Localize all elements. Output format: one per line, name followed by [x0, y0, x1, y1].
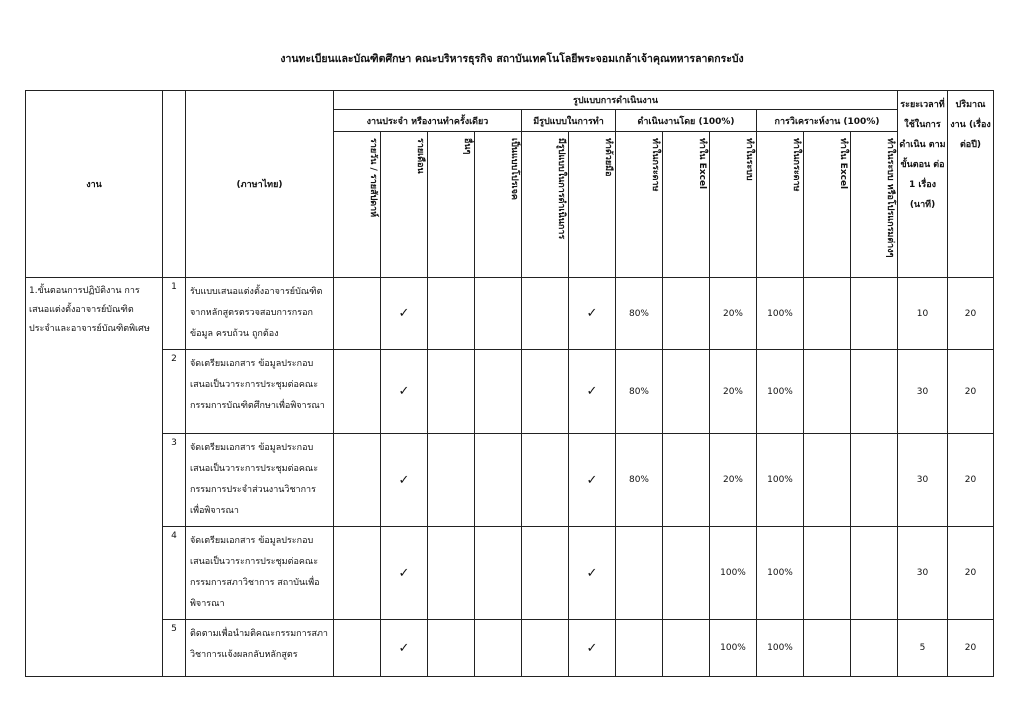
cell-volume: 20 — [948, 350, 994, 434]
cell-op-system: 100% — [710, 527, 757, 620]
cell-has-pattern — [522, 350, 569, 434]
cell-monthly-check: ✓ — [381, 350, 428, 434]
cell-volume: 20 — [948, 527, 994, 620]
cell-other — [428, 527, 475, 620]
table-row — [26, 278, 994, 350]
header-sub-project: เป็นแบบโปรเจค — [475, 132, 522, 278]
cell-monthly-check: ✓ — [381, 620, 428, 677]
row-number: 4 — [163, 527, 186, 620]
cell-op-paper: 80% — [616, 278, 663, 350]
header-sub-op-excel: ทำใน Excel — [663, 132, 710, 278]
cell-op-system: 20% — [710, 278, 757, 350]
row-number: 1 — [163, 278, 186, 350]
cell-project — [475, 278, 522, 350]
cell-an-system — [851, 434, 898, 527]
cell-other — [428, 620, 475, 677]
cell-an-excel — [804, 434, 851, 527]
header-sub-an-paper: ทำในกระดาษ — [757, 132, 804, 278]
header-group-routine: งานประจำ หรืองานทำครั้งเดียว — [334, 110, 522, 132]
workflow-table — [25, 90, 994, 677]
header-number-blank — [163, 91, 186, 278]
cell-volume: 20 — [948, 434, 994, 527]
header-sub-other: อื่นๆ — [428, 132, 475, 278]
header-group-pattern: มีรูปแบบในการทำ — [522, 110, 616, 132]
cell-an-paper: 100% — [757, 350, 804, 434]
cell-has-pattern — [522, 278, 569, 350]
header-sub-op-system: ทำในระบบ — [710, 132, 757, 278]
cell-duration: 30 — [898, 434, 948, 527]
row-description: ติดตามเพื่อนำมติคณะกรรมการสภาวิชาการแจ้งผลกลับหลักสูตร — [186, 620, 334, 677]
cell-manual-check: ✓ — [569, 278, 616, 350]
cell-daily — [334, 278, 381, 350]
cell-op-excel — [663, 434, 710, 527]
cell-daily — [334, 434, 381, 527]
header-sub-daily-weekly: รายวัน / รายสัปดาห์ — [334, 132, 381, 278]
cell-other — [428, 434, 475, 527]
cell-monthly-check: ✓ — [381, 434, 428, 527]
cell-op-excel — [663, 527, 710, 620]
cell-duration: 5 — [898, 620, 948, 677]
header-group-operate: ดำเนินงานโดย (100%) — [616, 110, 757, 132]
cell-duration: 30 — [898, 527, 948, 620]
header-format: รูปแบบการดำเนินงาน — [334, 91, 898, 110]
header-volume: ปริมาณงาน (เรื่องต่อปี) — [948, 91, 994, 278]
cell-an-paper: 100% — [757, 434, 804, 527]
header-job: งาน — [26, 91, 163, 278]
cell-daily — [334, 620, 381, 677]
cell-op-paper — [616, 620, 663, 677]
cell-op-system: 100% — [710, 620, 757, 677]
table-row — [26, 434, 994, 527]
cell-has-pattern — [522, 527, 569, 620]
cell-has-pattern — [522, 620, 569, 677]
cell-op-excel — [663, 278, 710, 350]
cell-manual-check: ✓ — [569, 527, 616, 620]
cell-other — [428, 350, 475, 434]
cell-an-system — [851, 620, 898, 677]
cell-monthly-check: ✓ — [381, 527, 428, 620]
cell-project — [475, 434, 522, 527]
cell-op-paper: 80% — [616, 434, 663, 527]
cell-daily — [334, 527, 381, 620]
table-row — [26, 620, 994, 677]
row-description: จัดเตรียมเอกสาร ข้อมูลประกอบเสนอเป็นวาระการประชุมต่อคณะกรรมการสภาวิชาการ สถาบันเพื่อพิจารณา — [186, 527, 334, 620]
cell-duration: 10 — [898, 278, 948, 350]
cell-has-pattern — [522, 434, 569, 527]
job-group-label: 1.ขั้นตอนการปฏิบัติงาน การเสนอแต่งตั้งอาจารย์บัณฑิตประจำและอาจารย์บัณฑิตพิเศษ — [26, 278, 163, 677]
cell-volume: 20 — [948, 620, 994, 677]
header-sub-an-excel: ทำใน Excel — [804, 132, 851, 278]
header-sub-monthly: รายเดือน — [381, 132, 428, 278]
row-number: 2 — [163, 350, 186, 434]
cell-an-excel — [804, 527, 851, 620]
cell-volume: 20 — [948, 278, 994, 350]
row-number: 3 — [163, 434, 186, 527]
cell-duration: 30 — [898, 350, 948, 434]
cell-an-excel — [804, 350, 851, 434]
row-description: จัดเตรียมเอกสาร ข้อมูลประกอบเสนอเป็นวาระการประชุมต่อคณะกรรมการบัณฑิตศึกษาเพื่อพิจารณา — [186, 350, 334, 434]
cell-project — [475, 350, 522, 434]
cell-an-system — [851, 350, 898, 434]
row-description: จัดเตรียมเอกสาร ข้อมูลประกอบเสนอเป็นวาระการประชุมต่อคณะกรรมการประจำส่วนงานวิชาการเพื่อพิจารณา — [186, 434, 334, 527]
cell-op-excel — [663, 350, 710, 434]
header-sub-manual: ทำด้วยมือ — [569, 132, 616, 278]
cell-an-excel — [804, 278, 851, 350]
cell-manual-check: ✓ — [569, 620, 616, 677]
cell-project — [475, 527, 522, 620]
header-lang: (ภาษาไทย) — [186, 91, 334, 278]
cell-op-excel — [663, 620, 710, 677]
document-title: งานทะเบียนและบัณฑิตศึกษา คณะบริหารธุรกิจ สถาบันเทคโนโลยีพระจอมเกล้าเจ้าคุณทหารลาดกระบัง — [280, 53, 744, 65]
row-description: รับแบบเสนอแต่งตั้งอาจารย์บัณฑิตจากหลักสูตรตรวจสอบการกรอกข้อมูล ครบถ้วน ถูกต้อง — [186, 278, 334, 350]
cell-op-paper — [616, 527, 663, 620]
header-sub-op-paper: ทำในกระดาษ — [616, 132, 663, 278]
cell-monthly-check: ✓ — [381, 278, 428, 350]
cell-manual-check: ✓ — [569, 350, 616, 434]
cell-op-system: 20% — [710, 434, 757, 527]
cell-an-paper: 100% — [757, 620, 804, 677]
cell-op-paper: 80% — [616, 350, 663, 434]
cell-manual-check: ✓ — [569, 434, 616, 527]
header-sub-has-pattern: มีรูปแบบในการดำเนินการ — [522, 132, 569, 278]
cell-an-excel — [804, 620, 851, 677]
cell-op-system: 20% — [710, 350, 757, 434]
row-number: 5 — [163, 620, 186, 677]
cell-daily — [334, 350, 381, 434]
cell-project — [475, 620, 522, 677]
header-group-analyze: การวิเคราะห์งาน (100%) — [757, 110, 898, 132]
table-row — [26, 527, 994, 620]
header-duration: ระยะเวลาที่ใช้ในการดำเนิน ตามขั้นตอน ต่อ 1 เรื่อง (นาที) — [898, 91, 948, 278]
cell-other — [428, 278, 475, 350]
cell-an-system — [851, 278, 898, 350]
header-sub-an-system: ทำในระบบ หรือโปรแกรมต่างๆ — [851, 132, 898, 278]
cell-an-paper: 100% — [757, 278, 804, 350]
cell-an-paper: 100% — [757, 527, 804, 620]
table-row — [26, 350, 994, 434]
cell-an-system — [851, 527, 898, 620]
